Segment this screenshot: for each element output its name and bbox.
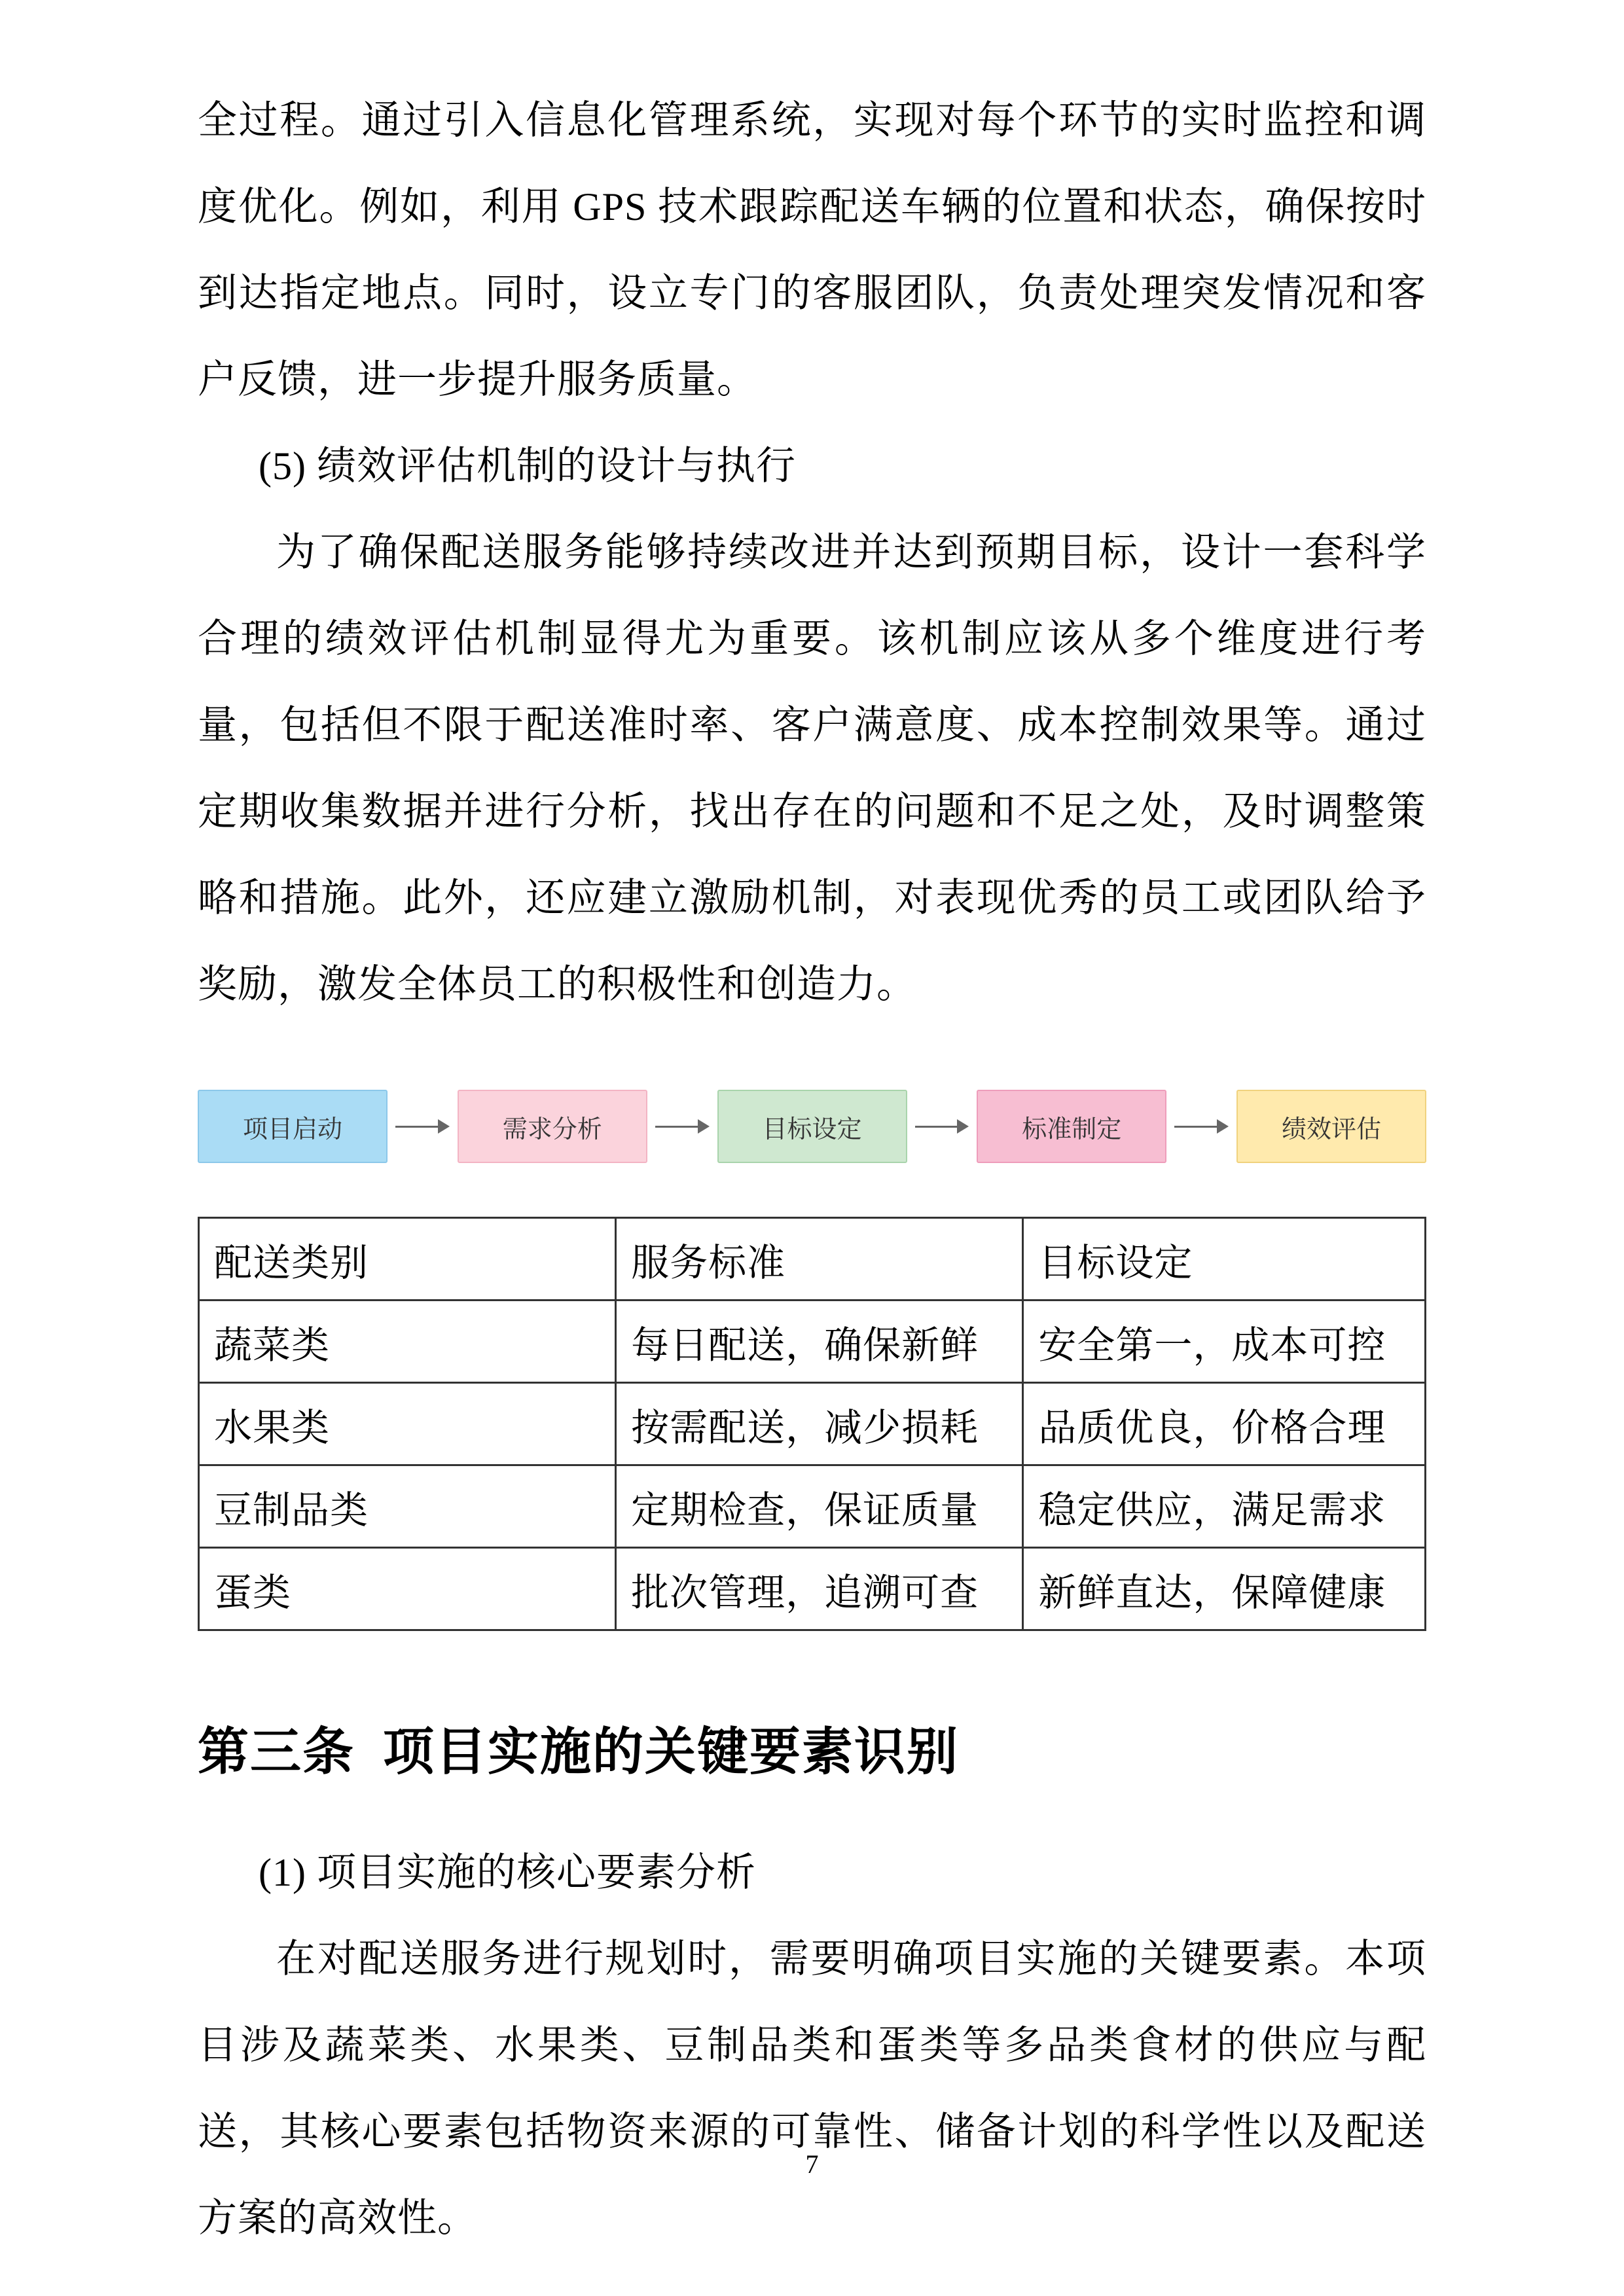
table-cell: 蔬菜类 <box>199 1300 616 1383</box>
table-cell: 水果类 <box>199 1383 616 1465</box>
flow-arrow-icon <box>1166 1119 1236 1134</box>
flow-arrow-icon <box>907 1119 977 1134</box>
page-number: 7 <box>805 2149 819 2179</box>
table-cell: 批次管理，追溯可查 <box>616 1548 1023 1630</box>
body-paragraph: 在对配送服务进行规划时，需要明确项目实施的关键要素。本项目涉及蔬菜类、水果类、豆制品类和蛋类等多品类食材的供应与配送，其核心要素包括物资来源的可靠性、储备计划的科学性以及配送方案的高效性。 <box>198 1937 1426 2240</box>
flow-arrow-icon <box>388 1119 458 1134</box>
flow-step-requirement-analysis: 需求分析 <box>458 1090 647 1163</box>
table-cell: 按需配送，减少损耗 <box>616 1383 1023 1465</box>
clause-5-subheading: (5) 绩效评估机制的设计与执行 <box>259 444 796 488</box>
table-row <box>199 1548 1426 1630</box>
table-row <box>199 1465 1426 1548</box>
table-row <box>199 1383 1426 1465</box>
body-paragraph: 为了确保配送服务能够持续改进并达到预期目标，设计一套科学合理的绩效评估机制显得尤为重要。该机制应该从多个维度进行考量，包括但不限于配送准时率、客户满意度、成本控制效果等。通过定期收集数据并进行分析，找出存在的问题和不足之处，及时调整策略和措施。此外，还应建立激励机制，对表现优秀的员工或团队给予奖励，激发全体员工的积极性和创造力。 <box>198 531 1426 1006</box>
flow-step-performance-evaluation: 绩效评估 <box>1236 1090 1426 1163</box>
table-header-service-standard: 服务标准 <box>616 1218 1023 1300</box>
table-cell: 安全第一，成本可控 <box>1023 1300 1426 1383</box>
table-header-goal: 目标设定 <box>1023 1218 1426 1300</box>
table-row <box>199 1300 1426 1383</box>
delivery-standards-table <box>198 1217 1426 1631</box>
flow-step-goal-setting: 目标设定 <box>717 1090 907 1163</box>
clause-1-subheading: (1) 项目实施的核心要素分析 <box>259 1851 756 1895</box>
table-cell: 稳定供应，满足需求 <box>1023 1465 1426 1548</box>
table-header-category: 配送类别 <box>199 1218 616 1300</box>
table-cell: 蛋类 <box>199 1548 616 1630</box>
flow-step-standard-making: 标准制定 <box>977 1090 1166 1163</box>
flow-arrow-icon <box>647 1119 717 1134</box>
table-cell: 新鲜直达，保障健康 <box>1023 1548 1426 1630</box>
table-cell: 定期检查，保证质量 <box>616 1465 1023 1548</box>
table-header-row <box>199 1218 1426 1300</box>
body-paragraph: 全过程。通过引入信息化管理系统，实现对每个环节的实时监控和调度优化。例如，利用 GPS 技术跟踪配送车辆的位置和状态，确保按时到达指定地点。同时，设立专门的客服团队，负责处理突发情况和客户反馈，进一步提升服务质量。 <box>198 99 1426 401</box>
process-flowchart <box>198 1090 1426 1163</box>
section-heading-clause-3: 第三条 项目实施的关键要素识别 <box>198 1723 960 1780</box>
table-cell: 每日配送，确保新鲜 <box>616 1300 1023 1383</box>
table-cell: 品质优良，价格合理 <box>1023 1383 1426 1465</box>
table-cell: 豆制品类 <box>199 1465 616 1548</box>
flow-step-project-start: 项目启动 <box>198 1090 388 1163</box>
